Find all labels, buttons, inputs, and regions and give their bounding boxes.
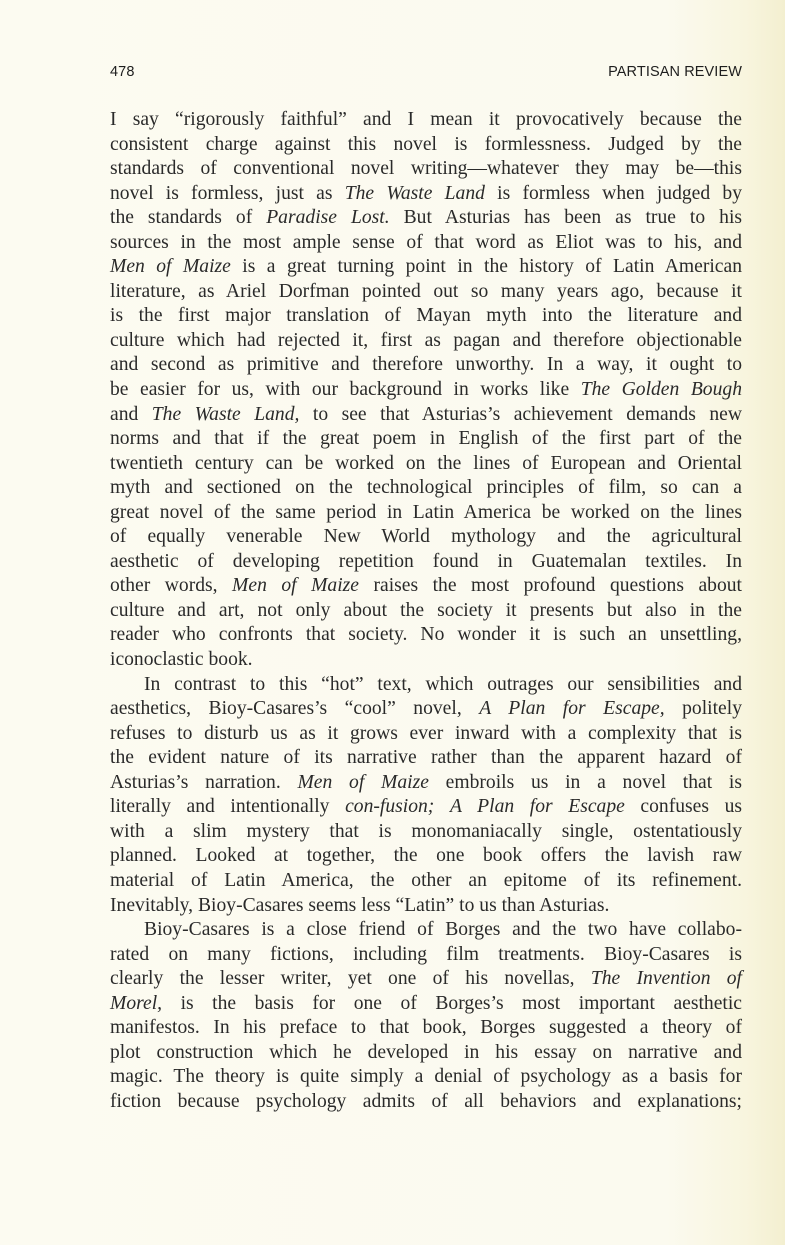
journal-title: PARTISAN REVIEW <box>608 64 742 80</box>
text-line <box>110 599 742 624</box>
text-segment: the standards of <box>110 207 267 229</box>
italic-title: The Golden Bough <box>580 379 742 401</box>
text-line <box>110 1065 742 1090</box>
text-segment: aesthetics, Bioy-Casares’s “cool” novel, <box>110 698 480 720</box>
text-segment: twentieth century can be worked on the lines of European and Oriental <box>110 452 742 474</box>
text-segment: material of Latin America, the other an epitome of its refinement. <box>110 869 742 891</box>
text-line <box>110 550 742 575</box>
text-line <box>110 943 742 968</box>
text-segment: consistent charge against this novel is formlessness. Judged by the <box>110 133 742 155</box>
text-line <box>110 280 742 305</box>
text-segment: literally and intentionally <box>110 796 346 818</box>
text-line <box>110 157 742 182</box>
text-line <box>110 673 742 698</box>
text-segment: plot construction which he developed in his essay on narrative and <box>110 1041 742 1063</box>
text-segment: magic. The theory is quite simply a denial of psychology as a basis for <box>110 1066 742 1088</box>
text-line <box>110 574 742 599</box>
italic-title: The Invention of <box>590 968 742 990</box>
text-segment: the evident nature of its narrative rather than the apparent hazard of <box>110 747 742 769</box>
text-line <box>110 746 742 771</box>
text-segment: fiction because psychology admits of all behaviors and explanations; <box>110 1090 742 1112</box>
text-segment: great novel of the same period in Latin America be worked on the lines <box>110 501 742 523</box>
text-line <box>110 820 742 845</box>
text-segment: rated on many fictions, including film treatments. Bioy-Casares is <box>110 943 742 965</box>
text-segment: manifestos. In his preface to that book, Borges suggested a theory of <box>110 1017 742 1039</box>
text-line <box>110 403 742 428</box>
paragraph <box>110 673 742 918</box>
italic-title: Men of Maize <box>297 771 429 793</box>
text-segment: literature, as Ariel Dorfman pointed out so many years ago, because it <box>110 280 742 302</box>
text-line <box>110 623 742 648</box>
paragraph <box>110 108 742 673</box>
text-line <box>110 648 742 673</box>
text-segment: with a slim mystery that is monomaniacally single, ostentatiously <box>110 820 742 842</box>
text-line <box>110 722 742 747</box>
text-segment: Bioy-Casares is a close friend of Borges and the two have collabo- <box>144 919 742 941</box>
text-line <box>110 255 742 280</box>
text-line <box>110 697 742 722</box>
italic-title: The Waste Land, <box>151 403 300 425</box>
text-segment: confuses us <box>624 796 742 818</box>
text-line <box>110 476 742 501</box>
italic-title: The Waste Land <box>344 182 485 204</box>
text-line <box>110 771 742 796</box>
text-segment: be easier for us, with our background in works like <box>110 379 581 401</box>
text-line <box>110 992 742 1017</box>
text-segment: is a great turning point in the history of Latin American <box>230 256 742 278</box>
page-number: 478 <box>110 64 135 80</box>
text-segment: aesthetic of developing repetition found in Guatemalan textiles. In <box>110 550 742 572</box>
text-line <box>110 501 742 526</box>
text-line <box>110 918 742 943</box>
paragraph <box>110 918 742 1114</box>
text-line <box>110 304 742 329</box>
text-segment <box>434 796 450 817</box>
text-line <box>110 844 742 869</box>
text-segment: politely <box>664 698 742 720</box>
italic-title: A Plan for Escape, <box>479 698 665 720</box>
text-segment: other words, <box>110 575 233 597</box>
italic-title: Morel, <box>110 992 163 1014</box>
text-line <box>110 452 742 477</box>
text-line <box>110 1041 742 1066</box>
text-segment: planned. Looked at together, the one book offers the lavish raw <box>110 845 742 867</box>
text-segment: sources in the most ample sense of that word as Eliot was to his, and <box>110 231 742 253</box>
text-line <box>110 1016 742 1041</box>
text-line <box>110 427 742 452</box>
text-segment: novel is formless, just as <box>110 182 345 204</box>
text-segment: is the first major translation of Mayan myth into the literature and <box>110 305 742 327</box>
text-segment: reader who confronts that society. No wonder it is such an unsettling, <box>110 624 742 646</box>
italic-title: A Plan for Escape <box>449 796 625 818</box>
text-line <box>110 967 742 992</box>
italic-title: con-fusion; <box>345 796 435 818</box>
text-segment: of equally venerable New World mythology and the agricultural <box>110 526 742 548</box>
text-segment: and <box>110 403 152 425</box>
text-segment: Asturias’s narration. <box>110 771 298 793</box>
text-segment: is the basis for one of Borges’s most important aesthetic <box>162 992 742 1014</box>
italic-title: Men of Maize <box>232 575 359 597</box>
text-line <box>110 133 742 158</box>
text-segment: culture which had rejected it, first as pagan and therefore objectionable <box>110 329 742 351</box>
text-line <box>110 894 742 919</box>
text-segment: raises the most profound questions about <box>358 575 742 597</box>
text-line <box>110 329 742 354</box>
text-segment: clearly the lesser writer, yet one of his novellas, <box>110 968 591 990</box>
running-head <box>110 64 742 86</box>
text-segment: myth and sectioned on the technological principles of film, so can a <box>110 477 742 499</box>
text-segment: refuses to disturb us as it grows ever inward with a complexity that is <box>110 722 742 744</box>
text-segment: But Asturias has been as true to his <box>389 207 743 229</box>
text-segment: iconoclastic book. <box>110 649 253 671</box>
text-segment: norms and that if the great poem in English of the first part of the <box>110 428 742 450</box>
text-line <box>110 206 742 231</box>
text-segment: to see that Asturias’s achievement demands new <box>299 403 742 425</box>
text-segment: Inevitably, Bioy-Casares seems less “Latin” to us than Asturias. <box>110 894 610 916</box>
book-page <box>110 64 742 1114</box>
text-segment: embroils us in a novel that is <box>428 771 742 793</box>
italic-title: Paradise Lost. <box>266 207 390 229</box>
text-segment: I say “rigorously faithful” and I mean it provocatively because the <box>110 109 742 130</box>
text-segment: In contrast to this “hot” text, which outrages our sensibilities and <box>144 673 742 695</box>
text-segment: culture and art, not only about the society it presents but also in the <box>110 599 742 621</box>
text-segment: and second as primitive and therefore unworthy. In a way, it ought to <box>110 354 742 376</box>
text-line <box>110 182 742 207</box>
text-line <box>110 231 742 256</box>
text-line <box>110 108 742 133</box>
italic-title: Men of Maize <box>110 256 231 278</box>
text-line <box>110 353 742 378</box>
text-line <box>110 869 742 894</box>
text-segment: standards of conventional novel writing—whatever they may be—this <box>110 158 742 180</box>
text-segment: is formless when judged by <box>484 182 742 204</box>
text-line <box>110 378 742 403</box>
text-line <box>110 525 742 550</box>
text-line <box>110 795 742 820</box>
body-text <box>110 108 742 1114</box>
text-line <box>110 1090 742 1115</box>
